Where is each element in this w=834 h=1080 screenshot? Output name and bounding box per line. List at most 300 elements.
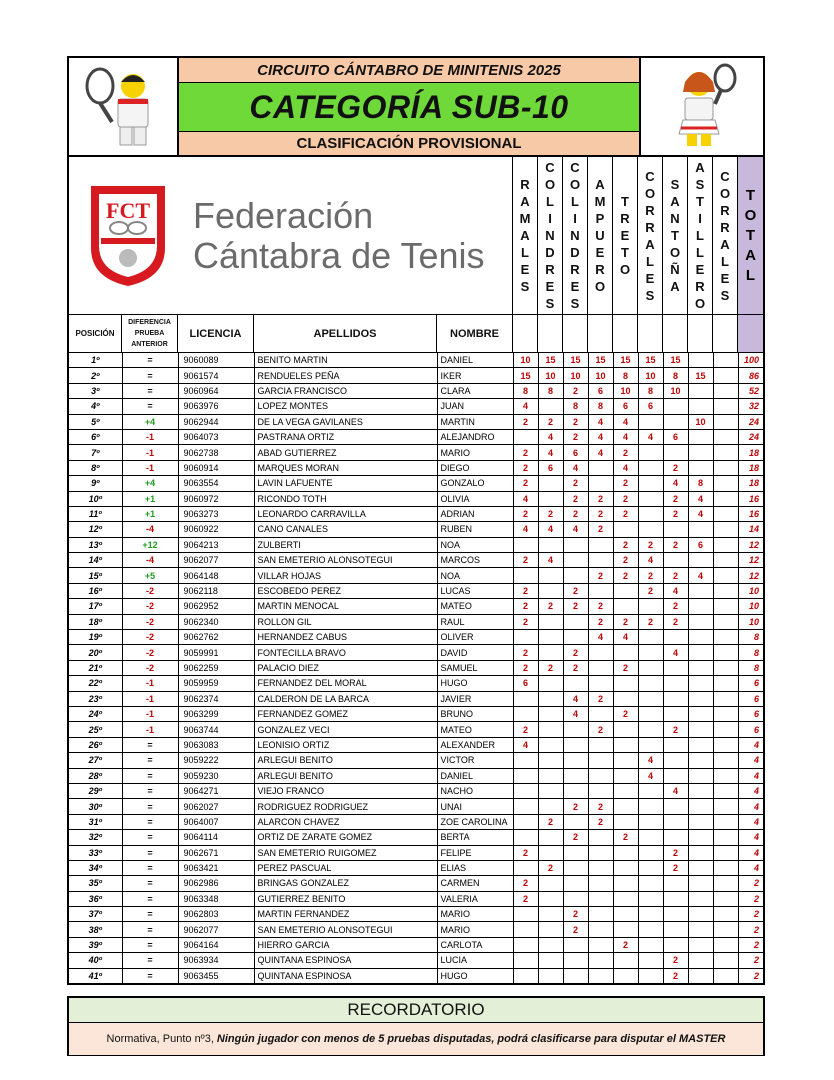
license-cell: 9063554	[178, 476, 254, 491]
score-cell: 2	[663, 953, 688, 968]
score-cell: 2	[513, 645, 538, 660]
score-cell	[538, 706, 563, 721]
score-cell	[638, 814, 663, 829]
score-cell	[563, 537, 588, 552]
event-letter: C	[570, 160, 580, 175]
surname-cell: CANO CANALES	[254, 522, 437, 537]
name-cell: DANIEL	[437, 768, 513, 783]
score-cell	[513, 630, 538, 645]
license-cell: 9062986	[178, 876, 254, 891]
score-cell: 2	[513, 553, 538, 568]
score-cell	[713, 968, 738, 983]
score-cell: 4	[538, 429, 563, 444]
score-cell	[688, 876, 713, 891]
surname-cell: SAN EMETERIO ALONSOTEGUI	[254, 922, 437, 937]
event-letter: R	[545, 262, 555, 277]
difference-cell: -2	[122, 583, 178, 598]
score-cell: 2	[663, 506, 688, 521]
event-letter: A	[645, 236, 655, 252]
score-cell	[613, 907, 638, 922]
score-cell	[513, 568, 538, 583]
score-cell	[638, 706, 663, 721]
score-cell	[588, 845, 613, 860]
name-cell: ALEXANDER	[437, 737, 513, 752]
event-letter: L	[646, 253, 654, 269]
total-letter: L	[745, 266, 756, 284]
score-cell: 2	[563, 645, 588, 660]
score-cell	[688, 907, 713, 922]
score-cell	[688, 614, 713, 629]
score-cell	[713, 676, 738, 691]
score-cell: 6	[513, 676, 538, 691]
event-letter: S	[570, 296, 580, 311]
license-cell: 9063934	[178, 953, 254, 968]
federation-events-row	[69, 157, 763, 315]
difference-cell: -1	[122, 445, 178, 460]
score-cell	[638, 491, 663, 506]
table-row	[69, 645, 763, 660]
column-headers	[69, 315, 763, 353]
score-cell: 2	[663, 860, 688, 875]
score-cell	[563, 953, 588, 968]
surname-cell: PALACIO DIEZ	[254, 660, 437, 675]
score-cell: 4	[688, 506, 713, 521]
table-row	[69, 860, 763, 875]
total-letter: O	[744, 206, 757, 224]
surname-cell: QUINTANA ESPINOSA	[254, 953, 437, 968]
table-row	[69, 830, 763, 845]
score-cell: 4	[613, 630, 638, 645]
surname-cell: ESCOBEDO PEREZ	[254, 583, 437, 598]
score-cell: 2	[663, 568, 688, 583]
score-cell: 4	[663, 645, 688, 660]
event-letter: L	[696, 245, 704, 260]
score-cell: 4	[588, 445, 613, 460]
total-cell: 10	[738, 583, 763, 598]
license-cell: 9060089	[178, 353, 254, 368]
position-cell: 21º	[69, 660, 122, 675]
score-cell: 4	[588, 630, 613, 645]
score-cell: 4	[513, 522, 538, 537]
score-cell: 2	[663, 614, 688, 629]
score-cell	[513, 768, 538, 783]
difference-cell: -1	[122, 676, 178, 691]
event-letter: S	[545, 296, 555, 311]
event-header-treto	[613, 157, 638, 314]
license-cell: 9059991	[178, 645, 254, 660]
score-cell	[713, 722, 738, 737]
score-cell: 8	[588, 399, 613, 414]
score-cell	[538, 845, 563, 860]
score-cell	[713, 429, 738, 444]
license-cell: 9060922	[178, 522, 254, 537]
score-cell	[588, 537, 613, 552]
score-cell	[613, 814, 638, 829]
event-letter: O	[669, 245, 681, 260]
event-letter: O	[719, 185, 731, 201]
position-cell: 28º	[69, 768, 122, 783]
score-cell	[713, 814, 738, 829]
score-cell: 10	[613, 383, 638, 398]
federation-name-line1: Federación	[193, 194, 374, 236]
score-cell	[663, 553, 688, 568]
event-letter: S	[520, 279, 530, 294]
score-cell: 8	[563, 399, 588, 414]
score-cell: 2	[588, 491, 613, 506]
score-cell: 2	[513, 476, 538, 491]
score-cell	[613, 922, 638, 937]
score-cell: 2	[638, 614, 663, 629]
score-cell: 2	[513, 445, 538, 460]
total-cell: 8	[738, 660, 763, 675]
score-cell: 2	[663, 537, 688, 552]
event-letter: R	[720, 219, 730, 235]
license-cell: 9064007	[178, 814, 254, 829]
score-cell	[638, 968, 663, 983]
table-row	[69, 399, 763, 414]
score-cell	[538, 937, 563, 952]
license-cell: 9060914	[178, 460, 254, 475]
score-cell: 2	[513, 414, 538, 429]
table-row	[69, 799, 763, 814]
event-letter: O	[594, 279, 606, 294]
score-cell: 2	[563, 491, 588, 506]
table-row	[69, 476, 763, 491]
score-cell	[713, 891, 738, 906]
score-cell	[713, 383, 738, 398]
score-cell	[663, 414, 688, 429]
score-cell	[713, 830, 738, 845]
score-cell: 15	[563, 353, 588, 368]
score-cell	[713, 506, 738, 521]
score-cell	[688, 353, 713, 368]
surname-cell: DE LA VEGA GAVILANES	[254, 414, 437, 429]
score-cell	[638, 691, 663, 706]
total-cell: 4	[738, 783, 763, 798]
surname-cell: ROLLON GIL	[254, 614, 437, 629]
score-cell: 2	[513, 599, 538, 614]
score-cell: 4	[638, 753, 663, 768]
table-row	[69, 891, 763, 906]
score-cell	[513, 907, 538, 922]
event-letter: A	[520, 228, 530, 243]
license-cell: 9064148	[178, 568, 254, 583]
total-header	[738, 157, 763, 314]
score-cell: 2	[638, 583, 663, 598]
score-cell: 8	[538, 383, 563, 398]
difference-cell: -4	[122, 522, 178, 537]
event-letter: T	[621, 245, 629, 260]
license-cell: 9064164	[178, 937, 254, 952]
score-cell	[538, 907, 563, 922]
event-letter: R	[620, 211, 630, 226]
score-cell	[688, 522, 713, 537]
score-cell	[588, 676, 613, 691]
score-cell: 2	[563, 383, 588, 398]
category-title: CATEGORÍA SUB-10	[179, 83, 639, 132]
score-cell	[613, 860, 638, 875]
position-cell: 25º	[69, 722, 122, 737]
table-row	[69, 814, 763, 829]
surname-cell: PASTRANA ORTIZ	[254, 429, 437, 444]
score-cell: 4	[588, 414, 613, 429]
score-cell: 2	[563, 506, 588, 521]
event-letter: S	[695, 177, 705, 192]
score-cell	[588, 860, 613, 875]
position-cell: 7º	[69, 445, 122, 460]
score-cell: 15	[663, 353, 688, 368]
score-cell	[688, 968, 713, 983]
score-cell	[638, 506, 663, 521]
score-cell: 2	[563, 599, 588, 614]
score-cell: 4	[513, 399, 538, 414]
score-cell: 2	[563, 414, 588, 429]
score-cell: 2	[613, 537, 638, 552]
difference-cell: -2	[122, 660, 178, 675]
score-cell	[563, 630, 588, 645]
table-row	[69, 445, 763, 460]
score-cell	[538, 922, 563, 937]
score-cell	[713, 599, 738, 614]
event-letter: R	[645, 202, 655, 218]
name-cell: MATEO	[437, 722, 513, 737]
score-cell	[713, 614, 738, 629]
total-cell: 2	[738, 876, 763, 891]
score-cell: 2	[663, 968, 688, 983]
score-cell: 4	[638, 768, 663, 783]
score-cell: 4	[688, 568, 713, 583]
difference-cell: -2	[122, 645, 178, 660]
position-cell: 24º	[69, 706, 122, 721]
event-letter: E	[720, 270, 730, 286]
position-cell: 32º	[69, 830, 122, 845]
table-row	[69, 722, 763, 737]
score-cell	[638, 630, 663, 645]
event-header-corrales-1	[638, 157, 663, 314]
score-cell: 2	[613, 937, 638, 952]
score-cell: 2	[663, 722, 688, 737]
score-cell	[638, 660, 663, 675]
score-cell	[638, 799, 663, 814]
event-letter: D	[570, 245, 580, 260]
score-cell	[663, 660, 688, 675]
name-cell: NOA	[437, 568, 513, 583]
score-cell	[613, 676, 638, 691]
table-row	[69, 568, 763, 583]
table-row	[69, 383, 763, 398]
license-cell: 9060972	[178, 491, 254, 506]
score-cell	[588, 830, 613, 845]
difference-cell: +4	[122, 476, 178, 491]
score-cell	[663, 522, 688, 537]
surname-cell: VIEJO FRANCO	[254, 783, 437, 798]
score-cell: 10	[563, 368, 588, 383]
license-cell: 9062027	[178, 799, 254, 814]
score-cell	[688, 676, 713, 691]
position-cell: 37º	[69, 907, 122, 922]
total-cell: 52	[738, 383, 763, 398]
total-cell: 2	[738, 907, 763, 922]
event-letter: N	[570, 228, 580, 243]
score-cell: 4	[663, 476, 688, 491]
score-cell	[563, 814, 588, 829]
surname-cell: MARTIN MENOCAL	[254, 599, 437, 614]
event-letter: N	[545, 228, 555, 243]
score-cell	[538, 722, 563, 737]
event-letter: T	[671, 228, 679, 243]
position-cell: 17º	[69, 599, 122, 614]
score-cell	[688, 630, 713, 645]
total-cell: 8	[738, 645, 763, 660]
position-cell: 8º	[69, 460, 122, 475]
difference-cell: =	[122, 953, 178, 968]
total-cell: 4	[738, 830, 763, 845]
reminder-rule-ref: Normativa, Punto nº3,	[106, 1033, 214, 1045]
score-cell: 2	[613, 568, 638, 583]
name-cell: MARIO	[437, 907, 513, 922]
score-cell	[613, 599, 638, 614]
surname-cell: ZULBERTI	[254, 537, 437, 552]
license-cell: 9062340	[178, 614, 254, 629]
surname-cell: RENDUELES PEÑA	[254, 368, 437, 383]
score-cell: 2	[513, 845, 538, 860]
difference-cell: -2	[122, 599, 178, 614]
surname-cell: ORTIZ DE ZARATE GOMEZ	[254, 830, 437, 845]
score-cell	[688, 383, 713, 398]
score-cell	[513, 953, 538, 968]
total-cell: 4	[738, 753, 763, 768]
score-cell	[613, 737, 638, 752]
score-cell	[538, 614, 563, 629]
difference-cell: =	[122, 891, 178, 906]
difference-cell: -2	[122, 614, 178, 629]
license-cell: 9063273	[178, 506, 254, 521]
score-cell	[588, 922, 613, 937]
score-cell	[563, 876, 588, 891]
table-row	[69, 676, 763, 691]
score-cell	[613, 768, 638, 783]
position-cell: 16º	[69, 583, 122, 598]
score-cell	[563, 783, 588, 798]
name-cell: DIEGO	[437, 460, 513, 475]
score-cell: 4	[538, 522, 563, 537]
total-cell: 2	[738, 953, 763, 968]
total-cell: 12	[738, 553, 763, 568]
score-cell: 2	[588, 568, 613, 583]
total-cell: 12	[738, 568, 763, 583]
surname-cell: SAN EMETERIO ALONSOTEGUI	[254, 553, 437, 568]
score-cell	[713, 491, 738, 506]
svg-text:FCT: FCT	[106, 197, 150, 223]
name-cell: IKER	[437, 368, 513, 383]
score-cell	[713, 845, 738, 860]
score-cell	[638, 891, 663, 906]
score-cell: 2	[513, 614, 538, 629]
score-cell: 2	[588, 599, 613, 614]
event-letter: U	[595, 228, 605, 243]
name-cell: NACHO	[437, 783, 513, 798]
total-cell: 18	[738, 460, 763, 475]
position-cell: 9º	[69, 476, 122, 491]
position-cell: 38º	[69, 922, 122, 937]
score-cell: 15	[588, 353, 613, 368]
license-cell: 9060964	[178, 383, 254, 398]
surname-cell: ALARCON CHAVEZ	[254, 814, 437, 829]
score-cell	[538, 568, 563, 583]
name-cell: FELIPE	[437, 845, 513, 860]
score-cell	[563, 768, 588, 783]
score-cell	[513, 783, 538, 798]
federation-shield-logo-icon	[87, 182, 169, 290]
difference-cell: =	[122, 399, 178, 414]
score-cell: 4	[538, 445, 563, 460]
total-cell: 18	[738, 445, 763, 460]
table-row	[69, 368, 763, 383]
total-cell: 6	[738, 706, 763, 721]
license-cell: 9062738	[178, 445, 254, 460]
position-cell: 41º	[69, 968, 122, 983]
score-cell: 2	[538, 860, 563, 875]
score-cell	[688, 783, 713, 798]
score-cell	[613, 783, 638, 798]
name-cell: VICTOR	[437, 753, 513, 768]
difference-cell: =	[122, 814, 178, 829]
score-cell: 2	[538, 599, 563, 614]
score-cell	[563, 891, 588, 906]
score-cell: 2	[563, 429, 588, 444]
surname-cell: HIERRO GARCIA	[254, 937, 437, 952]
score-cell	[588, 953, 613, 968]
name-cell: CLARA	[437, 383, 513, 398]
license-cell: 9062944	[178, 414, 254, 429]
position-cell: 30º	[69, 799, 122, 814]
surname-cell: BRINGAS GONZALEZ	[254, 876, 437, 891]
license-cell: 9062374	[178, 691, 254, 706]
col-header-licencia: LICENCIA	[178, 315, 254, 352]
score-cell: 6	[638, 399, 663, 414]
total-cell: 2	[738, 968, 763, 983]
score-cell	[638, 922, 663, 937]
position-cell: 6º	[69, 429, 122, 444]
score-cell	[588, 460, 613, 475]
table-row	[69, 599, 763, 614]
score-cell	[588, 583, 613, 598]
table-row	[69, 691, 763, 706]
event-header-colindres-2	[563, 157, 588, 314]
license-cell: 9063976	[178, 399, 254, 414]
table-row	[69, 706, 763, 721]
score-cell	[638, 845, 663, 860]
score-cell	[688, 814, 713, 829]
license-cell: 9062118	[178, 583, 254, 598]
score-cell	[588, 737, 613, 752]
score-cell: 10	[688, 414, 713, 429]
event-header-colindres-1	[538, 157, 563, 314]
score-cell	[563, 753, 588, 768]
score-cell	[663, 630, 688, 645]
score-cell	[688, 937, 713, 952]
score-cell: 2	[638, 537, 663, 552]
table-row	[69, 737, 763, 752]
position-cell: 29º	[69, 783, 122, 798]
license-cell: 9062952	[178, 599, 254, 614]
score-cell	[613, 799, 638, 814]
name-cell: MARTIN	[437, 414, 513, 429]
total-letter: T	[745, 186, 756, 204]
score-cell	[513, 922, 538, 937]
score-cell	[613, 876, 638, 891]
name-cell: VALERIA	[437, 891, 513, 906]
